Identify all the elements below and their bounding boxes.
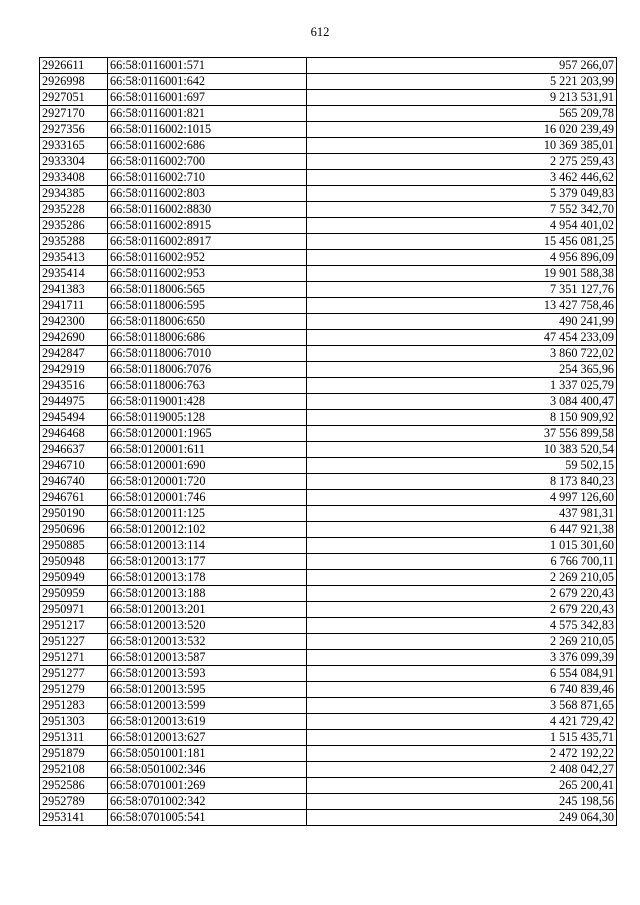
value-cell: 2 679 220,43 (307, 602, 617, 618)
table-row (40, 250, 617, 266)
row-id-cell: 2942847 (40, 346, 108, 362)
row-id-cell: 2945494 (40, 410, 108, 426)
table-row (40, 506, 617, 522)
value-cell: 2 679 220,43 (307, 586, 617, 602)
cadastral-number-cell: 66:58:0120001:690 (108, 458, 307, 474)
value-cell: 4 997 126,60 (307, 490, 617, 506)
table-row (40, 122, 617, 138)
row-id-cell: 2952586 (40, 778, 108, 794)
value-cell: 1 337 025,79 (307, 378, 617, 394)
value-cell: 10 383 520,54 (307, 442, 617, 458)
value-cell: 15 456 081,25 (307, 234, 617, 250)
value-cell: 37 556 899,58 (307, 426, 617, 442)
row-id-cell: 2927051 (40, 90, 108, 106)
cadastral-number-cell: 66:58:0116001:821 (108, 106, 307, 122)
row-id-cell: 2935228 (40, 202, 108, 218)
row-id-cell: 2944975 (40, 394, 108, 410)
row-id-cell: 2943516 (40, 378, 108, 394)
table-row (40, 170, 617, 186)
row-id-cell: 2951279 (40, 682, 108, 698)
value-cell: 1 015 301,60 (307, 538, 617, 554)
row-id-cell: 2935288 (40, 234, 108, 250)
cadastral-number-cell: 66:58:0116002:8830 (108, 202, 307, 218)
row-id-cell: 2950971 (40, 602, 108, 618)
cadastral-number-cell: 66:58:0120013:593 (108, 666, 307, 682)
table-row (40, 298, 617, 314)
table-row (40, 314, 617, 330)
cadastral-number-cell: 66:58:0116001:697 (108, 90, 307, 106)
row-id-cell: 2946761 (40, 490, 108, 506)
cadastral-number-cell: 66:58:0120001:611 (108, 442, 307, 458)
cadastral-number-cell: 66:58:0119005:128 (108, 410, 307, 426)
value-cell: 490 241,99 (307, 314, 617, 330)
row-id-cell: 2933165 (40, 138, 108, 154)
cadastral-number-cell: 66:58:0701002:342 (108, 794, 307, 810)
table-row (40, 538, 617, 554)
table-row (40, 490, 617, 506)
table-row (40, 74, 617, 90)
row-id-cell: 2950949 (40, 570, 108, 586)
table-row (40, 762, 617, 778)
cadastral-number-cell: 66:58:0120013:520 (108, 618, 307, 634)
cadastral-number-cell: 66:58:0116002:686 (108, 138, 307, 154)
table-row (40, 410, 617, 426)
value-cell: 2 408 042,27 (307, 762, 617, 778)
value-cell: 2 269 210,05 (307, 570, 617, 586)
row-id-cell: 2951271 (40, 650, 108, 666)
cadastral-number-cell: 66:58:0120013:595 (108, 682, 307, 698)
value-cell: 2 472 192,22 (307, 746, 617, 762)
row-id-cell: 2926611 (40, 58, 108, 74)
row-id-cell: 2946468 (40, 426, 108, 442)
table-body (40, 58, 617, 826)
cadastral-number-cell: 66:58:0120011:125 (108, 506, 307, 522)
row-id-cell: 2946710 (40, 458, 108, 474)
cadastral-number-cell: 66:58:0120013:599 (108, 698, 307, 714)
cadastral-number-cell: 66:58:0118006:7076 (108, 362, 307, 378)
cadastral-number-cell: 66:58:0120013:178 (108, 570, 307, 586)
cadastral-number-cell: 66:58:0116002:710 (108, 170, 307, 186)
row-id-cell: 2952108 (40, 762, 108, 778)
table-row (40, 154, 617, 170)
value-cell: 1 515 435,71 (307, 730, 617, 746)
cadastral-number-cell: 66:58:0701001:269 (108, 778, 307, 794)
value-cell: 3 568 871,65 (307, 698, 617, 714)
value-cell: 13 427 758,46 (307, 298, 617, 314)
cadastral-number-cell: 66:58:0118006:595 (108, 298, 307, 314)
page-number: 612 (310, 25, 330, 39)
cadastral-number-cell: 66:58:0501001:181 (108, 746, 307, 762)
cadastral-number-cell: 66:58:0116001:642 (108, 74, 307, 90)
value-cell: 47 454 233,09 (307, 330, 617, 346)
cadastral-number-cell: 66:58:0118006:7010 (108, 346, 307, 362)
value-cell: 6 740 839,46 (307, 682, 617, 698)
table-row (40, 346, 617, 362)
cadastral-number-cell: 66:58:0120013:177 (108, 554, 307, 570)
value-cell: 4 421 729,42 (307, 714, 617, 730)
table-row (40, 650, 617, 666)
cadastral-number-cell: 66:58:0118006:650 (108, 314, 307, 330)
value-cell: 7 552 342,70 (307, 202, 617, 218)
table-row (40, 810, 617, 826)
value-cell: 4 575 342,83 (307, 618, 617, 634)
cadastral-number-cell: 66:58:0116002:953 (108, 266, 307, 282)
row-id-cell: 2942300 (40, 314, 108, 330)
cadastral-number-cell: 66:58:0120001:720 (108, 474, 307, 490)
cadastral-number-cell: 66:58:0120001:1965 (108, 426, 307, 442)
table-row (40, 666, 617, 682)
table-row (40, 330, 617, 346)
value-cell: 6 447 921,38 (307, 522, 617, 538)
row-id-cell: 2951311 (40, 730, 108, 746)
table-row (40, 778, 617, 794)
table-row (40, 618, 617, 634)
value-cell: 6 766 700,11 (307, 554, 617, 570)
table-row (40, 362, 617, 378)
table-row (40, 746, 617, 762)
row-id-cell: 2946740 (40, 474, 108, 490)
row-id-cell: 2935414 (40, 266, 108, 282)
cadastral-number-cell: 66:58:0119001:428 (108, 394, 307, 410)
table-row (40, 474, 617, 490)
value-cell: 2 275 259,43 (307, 154, 617, 170)
row-id-cell: 2950885 (40, 538, 108, 554)
value-cell: 8 173 840,23 (307, 474, 617, 490)
row-id-cell: 2953141 (40, 810, 108, 826)
cadastral-number-cell: 66:58:0116002:803 (108, 186, 307, 202)
row-id-cell: 2950696 (40, 522, 108, 538)
row-id-cell: 2950959 (40, 586, 108, 602)
value-cell: 3 462 446,62 (307, 170, 617, 186)
value-cell: 10 369 385,01 (307, 138, 617, 154)
table-row (40, 554, 617, 570)
cadastral-number-cell: 66:58:0116002:8915 (108, 218, 307, 234)
table-row (40, 442, 617, 458)
row-id-cell: 2951217 (40, 618, 108, 634)
cadastral-number-cell: 66:58:0118006:565 (108, 282, 307, 298)
table-row (40, 730, 617, 746)
cadastral-number-cell: 66:58:0120013:532 (108, 634, 307, 650)
table-row (40, 394, 617, 410)
row-id-cell: 2935413 (40, 250, 108, 266)
table-row (40, 218, 617, 234)
cadastral-number-cell: 66:58:0120001:746 (108, 490, 307, 506)
cadastral-number-cell: 66:58:0501002:346 (108, 762, 307, 778)
cadastral-number-cell: 66:58:0120013:201 (108, 602, 307, 618)
value-cell: 4 954 401,02 (307, 218, 617, 234)
table-row (40, 586, 617, 602)
cadastral-number-cell: 66:58:0701005:541 (108, 810, 307, 826)
value-cell: 3 084 400,47 (307, 394, 617, 410)
table-row (40, 138, 617, 154)
value-cell: 437 981,31 (307, 506, 617, 522)
value-cell: 5 379 049,83 (307, 186, 617, 202)
value-cell: 3 860 722,02 (307, 346, 617, 362)
value-cell: 3 376 099,39 (307, 650, 617, 666)
table-row (40, 266, 617, 282)
row-id-cell: 2950948 (40, 554, 108, 570)
value-cell: 16 020 239,49 (307, 122, 617, 138)
table-row (40, 714, 617, 730)
row-id-cell: 2933408 (40, 170, 108, 186)
row-id-cell: 2941711 (40, 298, 108, 314)
row-id-cell: 2952789 (40, 794, 108, 810)
row-id-cell: 2927170 (40, 106, 108, 122)
table-row (40, 602, 617, 618)
row-id-cell: 2951879 (40, 746, 108, 762)
table-row (40, 794, 617, 810)
value-cell: 4 956 896,09 (307, 250, 617, 266)
table-row (40, 522, 617, 538)
value-cell: 19 901 588,38 (307, 266, 617, 282)
cadastral-number-cell: 66:58:0120012:102 (108, 522, 307, 538)
cadastral-value-table (39, 57, 617, 826)
value-cell: 8 150 909,92 (307, 410, 617, 426)
cadastral-number-cell: 66:58:0116002:1015 (108, 122, 307, 138)
table-row (40, 202, 617, 218)
value-cell: 7 351 127,76 (307, 282, 617, 298)
row-id-cell: 2927356 (40, 122, 108, 138)
row-id-cell: 2951283 (40, 698, 108, 714)
table-row (40, 186, 617, 202)
cadastral-number-cell: 66:58:0120013:587 (108, 650, 307, 666)
cadastral-number-cell: 66:58:0120013:627 (108, 730, 307, 746)
table-row (40, 570, 617, 586)
table-row (40, 682, 617, 698)
cadastral-number-cell: 66:58:0118006:686 (108, 330, 307, 346)
cadastral-number-cell: 66:58:0116002:700 (108, 154, 307, 170)
value-cell: 565 209,78 (307, 106, 617, 122)
cadastral-number-cell: 66:58:0116002:8917 (108, 234, 307, 250)
row-id-cell: 2942919 (40, 362, 108, 378)
table-row (40, 282, 617, 298)
cadastral-number-cell: 66:58:0120013:619 (108, 714, 307, 730)
value-cell: 5 221 203,99 (307, 74, 617, 90)
table-row (40, 234, 617, 250)
value-cell: 6 554 084,91 (307, 666, 617, 682)
value-cell: 2 269 210,05 (307, 634, 617, 650)
value-cell: 59 502,15 (307, 458, 617, 474)
table-row (40, 458, 617, 474)
row-id-cell: 2926998 (40, 74, 108, 90)
table-row (40, 698, 617, 714)
table-row (40, 634, 617, 650)
row-id-cell: 2951277 (40, 666, 108, 682)
table-row (40, 58, 617, 74)
table-row (40, 106, 617, 122)
value-cell: 249 064,30 (307, 810, 617, 826)
cadastral-number-cell: 66:58:0118006:763 (108, 378, 307, 394)
row-id-cell: 2942690 (40, 330, 108, 346)
value-cell: 265 200,41 (307, 778, 617, 794)
row-id-cell: 2951227 (40, 634, 108, 650)
value-cell: 9 213 531,91 (307, 90, 617, 106)
value-cell: 254 365,96 (307, 362, 617, 378)
cadastral-number-cell: 66:58:0116002:952 (108, 250, 307, 266)
table-row (40, 426, 617, 442)
row-id-cell: 2935286 (40, 218, 108, 234)
row-id-cell: 2951303 (40, 714, 108, 730)
row-id-cell: 2941383 (40, 282, 108, 298)
value-cell: 245 198,56 (307, 794, 617, 810)
value-cell: 957 266,07 (307, 58, 617, 74)
row-id-cell: 2933304 (40, 154, 108, 170)
table-row (40, 378, 617, 394)
row-id-cell: 2946637 (40, 442, 108, 458)
cadastral-number-cell: 66:58:0116001:571 (108, 58, 307, 74)
row-id-cell: 2934385 (40, 186, 108, 202)
row-id-cell: 2950190 (40, 506, 108, 522)
cadastral-number-cell: 66:58:0120013:114 (108, 538, 307, 554)
cadastral-number-cell: 66:58:0120013:188 (108, 586, 307, 602)
table-row (40, 90, 617, 106)
